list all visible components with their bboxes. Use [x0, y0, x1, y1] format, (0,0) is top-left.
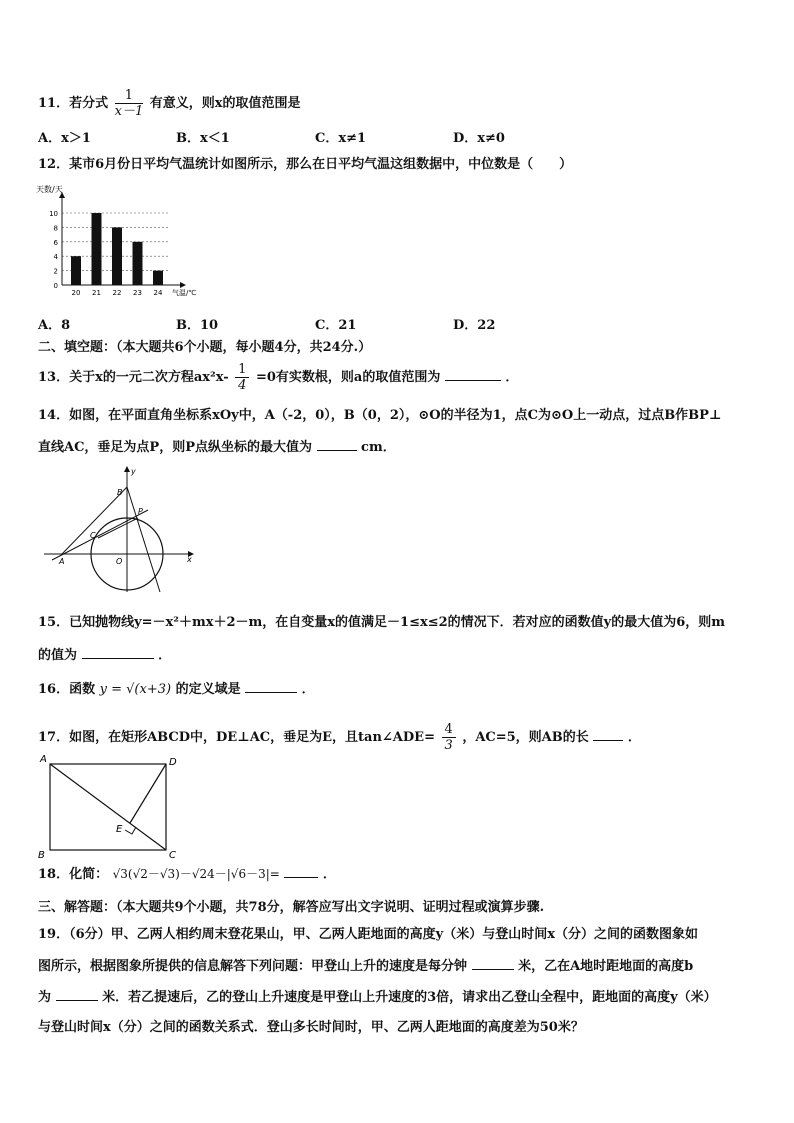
label-y: y	[131, 467, 136, 476]
q16-end: ．	[301, 682, 315, 697]
q14-line2-prefix: 直线AC，垂足为点P，则P点纵坐标的最大值为	[38, 440, 312, 455]
chart-xtick-label: 23	[133, 289, 142, 297]
q15-line2-suffix: ．	[158, 648, 172, 663]
q11-suffix: 有意义，则x的取值范围是	[149, 96, 301, 111]
chart-xlabel: 气温/℃	[172, 289, 197, 297]
label-d: D	[169, 757, 177, 768]
q13-answer-blank[interactable]	[445, 368, 501, 381]
q19-blank-height[interactable]	[56, 988, 98, 1001]
section3-title: 三、解答题：（本大题共9个小题，共78分，解答应写出文字说明、证明过程或演算步骤.	[38, 900, 545, 915]
chart-xtick-label: 21	[92, 289, 101, 297]
q17-end: ．	[627, 730, 641, 745]
q12-stem: 12．某市6月份日平均气温统计如图所示，那么在日平均气温这组数据中，中位数是（ ）	[38, 157, 573, 172]
section2-title: 二、填空题：（本大题共6个小题，每小题4分，共24分.）	[38, 340, 372, 355]
label-e: E	[116, 824, 123, 835]
q17-frac-num: 4	[442, 722, 456, 738]
q12-option-b: B．10	[176, 318, 219, 333]
q17-frac-den: 3	[444, 738, 453, 753]
q14-line2	[38, 438, 396, 457]
label-a: A	[40, 754, 47, 765]
q11-prefix: 11．若分式	[38, 96, 109, 111]
q19-line1: 19．（6分）甲、乙两人相约周末登花果山，甲、乙两人距地面的高度y（米）与登山时间x（分）之间的函数图象如	[38, 927, 698, 942]
q17-prefix: 17．如图，在矩形ABCD中，DE⊥AC，垂足为E，且tan∠ADE=	[38, 730, 435, 745]
q14-line1: 14．如图，在平面直角坐标系xOy中，A（-2，0），B（0，2），⊙O的半径为1，点C为⊙O上一动点，过点B作BP⊥	[38, 408, 722, 423]
label-p: P	[138, 507, 143, 516]
q16-suffix: 的定义域是	[175, 682, 241, 697]
q19-line3-suffix: 米．若乙提速后，乙的登山上升速度是甲登山上升速度的3倍，请求出乙登山全程中，距地面的高度y（米）	[102, 990, 717, 1005]
q19-line3	[38, 988, 717, 1007]
q19-blank-speed[interactable]	[472, 957, 514, 970]
q16-formula: y = √(x+3)	[99, 682, 172, 697]
q17-rectangle-figure	[36, 750, 186, 862]
label-c: C	[169, 850, 176, 861]
q16-prefix: 16．函数	[38, 682, 96, 697]
q16-answer-blank[interactable]	[245, 680, 297, 693]
chart-x-axis-arrow	[180, 282, 186, 288]
q19-line2-suffix: 米，乙在A地时距地面的高度b	[518, 959, 694, 974]
chart-ytick-label: 0	[53, 282, 58, 290]
label-a: A	[59, 557, 65, 566]
label-b: B	[38, 850, 45, 861]
q15-line2-prefix: 的值为	[38, 648, 78, 663]
q14-line2-suffix: cm．	[361, 440, 396, 455]
q13-end: ．	[505, 370, 519, 385]
chart-bar	[112, 227, 122, 285]
q12-option-d: D．22	[453, 318, 496, 333]
q14-circle-figure	[40, 462, 200, 597]
q11-stem	[38, 88, 301, 119]
q11-option-c: C．x≠1	[315, 131, 367, 146]
q12-option-a: A．8	[38, 318, 71, 333]
q13-prefix: 13．关于x的一元二次方程ax²x-	[38, 370, 229, 385]
q15-line2	[38, 646, 171, 665]
chart-bar	[153, 271, 163, 285]
chart-xtick-label: 24	[153, 289, 163, 297]
q11-frac-den: x－1	[114, 104, 144, 119]
q19-line3-prefix: 为	[38, 990, 52, 1005]
chart-ytick-label: 2	[53, 267, 58, 276]
q18-stem	[38, 865, 336, 884]
q16-stem	[38, 680, 315, 699]
q11-option-d: D．x≠0	[453, 131, 505, 146]
chart-ytick-label: 6	[53, 238, 58, 247]
label-c: C	[90, 531, 96, 540]
q15-answer-blank[interactable]	[82, 646, 154, 659]
segment-de	[130, 764, 166, 823]
line-bp	[127, 487, 160, 592]
q18-prefix: 18．化简：	[38, 867, 109, 882]
right-angle-mark	[125, 827, 136, 834]
q18-end: ．	[322, 867, 336, 882]
q18-answer-blank[interactable]	[284, 865, 318, 878]
q13-frac-num: 1	[235, 362, 249, 378]
q14-answer-blank[interactable]	[317, 438, 357, 451]
q19-line4: 与登山时间x（分）之间的函数关系式．登山多长时间时，甲、乙两人距地面的高度差为50米？	[38, 1020, 584, 1035]
label-b: B	[117, 488, 123, 497]
chart-bar	[133, 242, 143, 285]
chart-ylabel: 天数/天	[36, 185, 63, 194]
line-ac	[52, 510, 148, 560]
q11-option-a: A．x＞1	[38, 131, 91, 146]
q13-suffix: =0有实数根，则a的取值范围为	[255, 370, 441, 385]
q11-fraction	[115, 88, 144, 119]
q17-suffix: ，AC=5，则AB的长	[462, 730, 589, 745]
q15-line1: 15．已知抛物线y=－x²＋mx＋2－m，在自变量x的值满足－1≤x≤2的情况下．若对应的函数值y的最大值为6，则m	[38, 615, 726, 630]
line-ab	[62, 487, 127, 554]
line-cp	[98, 518, 138, 538]
chart-bar	[71, 256, 81, 285]
chart-ytick-label: 10	[49, 210, 58, 218]
chart-ytick-label: 4	[53, 253, 58, 262]
q17-stem	[38, 722, 641, 753]
q19-line2-prefix: 图所示，根据图象所提供的信息解答下列问题：甲登山上升的速度是每分钟	[38, 959, 468, 974]
q13-stem	[38, 362, 518, 393]
label-x: x	[187, 555, 192, 564]
temperature-bar-chart	[36, 183, 206, 298]
q11-option-b: B．x＜1	[176, 131, 230, 146]
chart-xtick-label: 20	[71, 289, 81, 297]
q13-fraction	[235, 362, 249, 393]
q18-formula: √3(√2－√3)－√24－|√6－3|=	[112, 867, 280, 881]
y-axis-arrow	[124, 466, 130, 472]
label-o: O	[116, 557, 123, 566]
q17-fraction	[442, 722, 456, 753]
chart-ytick-label: 8	[53, 224, 58, 233]
q11-frac-num: 1	[115, 88, 144, 104]
q19-line2	[38, 957, 693, 976]
chart-xtick-label: 22	[112, 289, 122, 297]
q13-frac-den: 4	[238, 378, 247, 393]
q17-answer-blank[interactable]	[593, 728, 623, 741]
q12-option-c: C．21	[315, 318, 357, 333]
diagonal-ac	[50, 764, 166, 850]
chart-bar	[92, 213, 102, 285]
